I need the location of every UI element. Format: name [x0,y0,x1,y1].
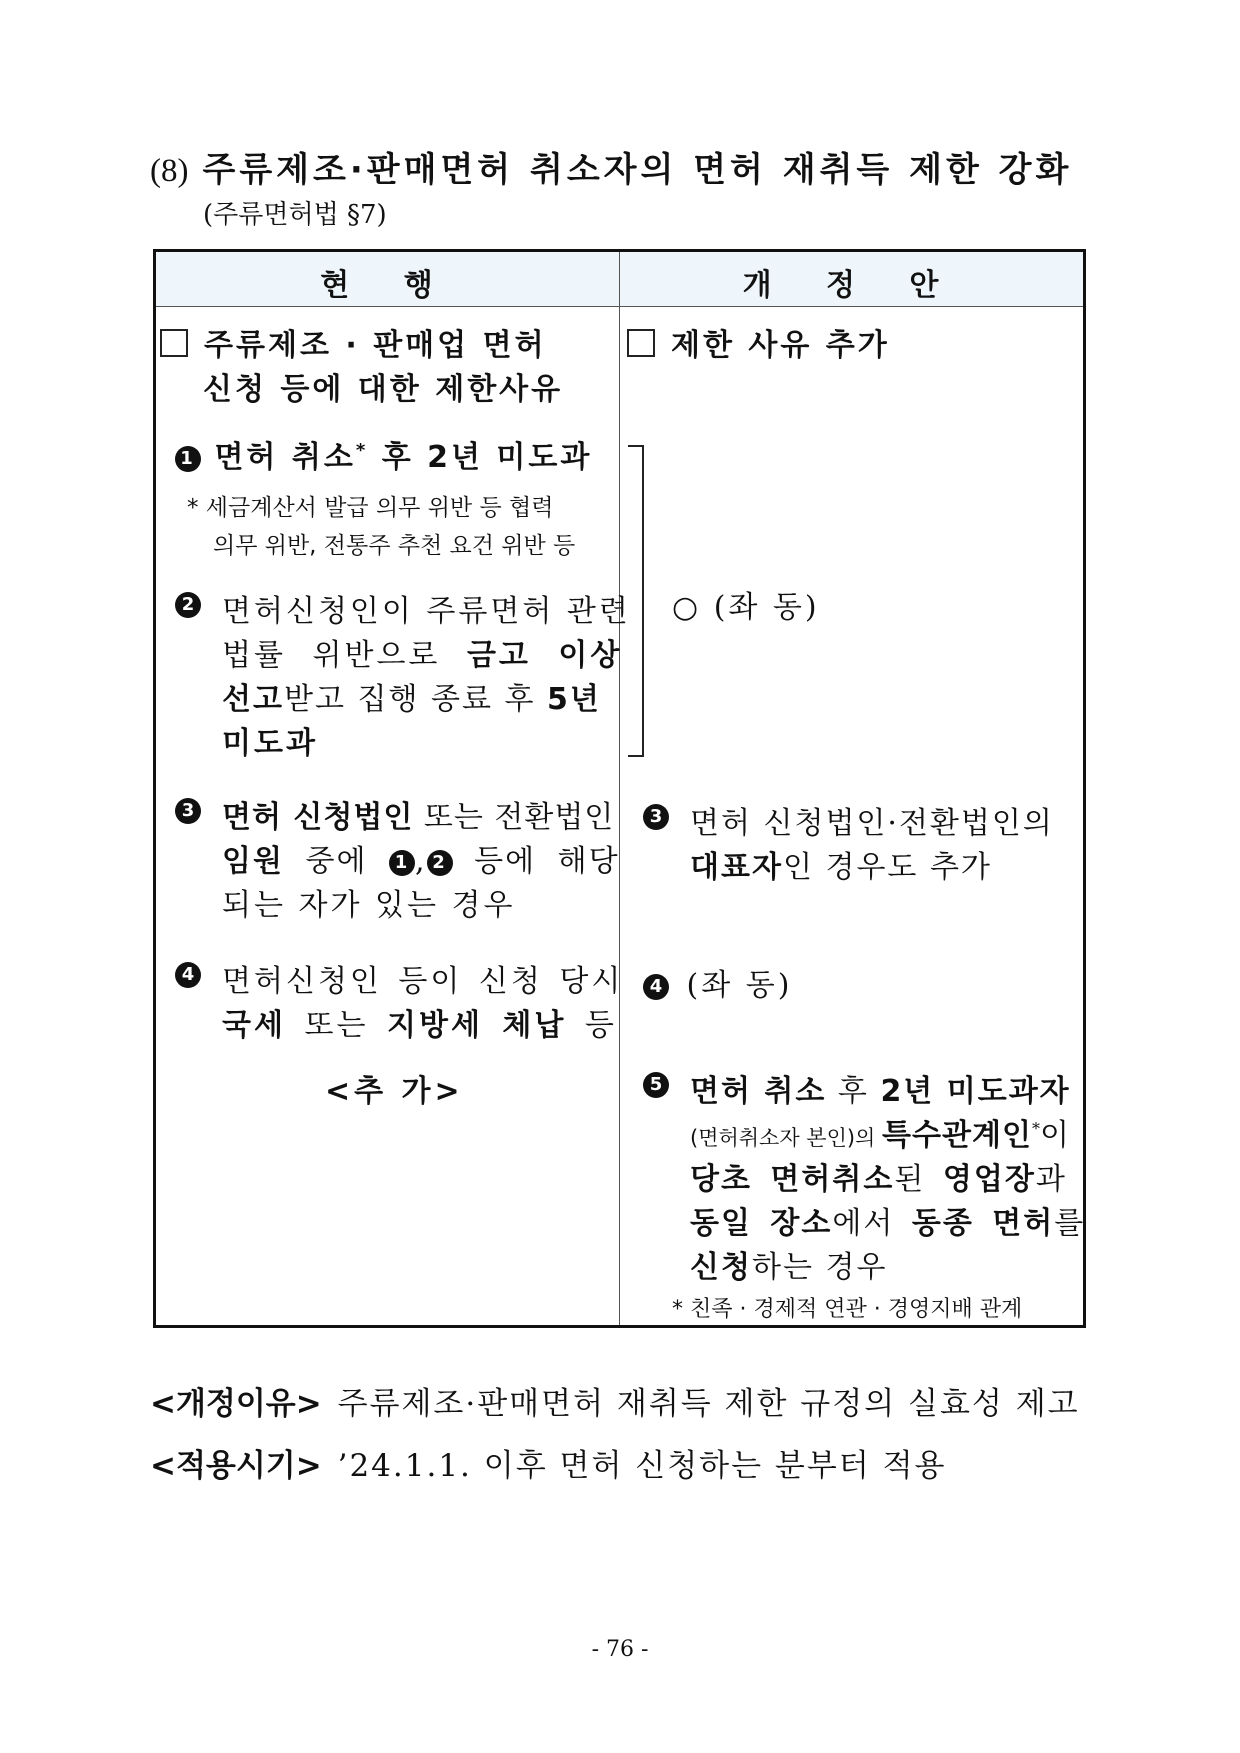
current-item-2 [175,586,201,621]
checkbox-icon [627,329,655,357]
item2-l3c: 5년 [546,682,601,717]
proposed-item5-line2 [690,1110,1069,1154]
current-heading [160,320,547,364]
current-item3-line3: 되는 자가 있는 경우 [222,888,516,923]
section-number: (8) [150,153,189,189]
item5-l2b: 특수관계인 [882,1118,1032,1153]
proposed-item-5 [643,1066,669,1101]
item5-l3b: 된 [894,1162,943,1197]
item5-l5a: 신청 [690,1250,752,1285]
proposed-item5-line4 [690,1198,1085,1242]
item5-l1a: 면허 취소 [690,1074,827,1109]
item3-l2a: 임원 [222,844,284,879]
section-title-text: 주류제조·판매면허 취소자의 면허 재취득 제한 강화 [202,150,1073,190]
current-item4-line2 [222,1000,617,1044]
bracket [628,445,644,757]
current-note-2: 의무 위반, 전통주 추천 요건 위반 등 [213,533,576,559]
current-note-1: * 세금계산서 발급 의무 위반 등 협력 [187,495,554,521]
item5-l2a: (면허취소자 본인)의 [690,1126,883,1150]
item2-l3b: 받고 집행 종료 후 [283,682,547,717]
item1-star: * [355,440,369,461]
marker-2-inline-icon: 2 [427,850,453,876]
marker-2-icon: 2 [175,592,201,618]
item5-l3a: 당초 면허취소 [690,1162,895,1197]
current-item2-line2 [222,630,622,674]
item1-suffix: 후 2년 미도과 [368,440,593,475]
current-item4-line1: 면허신청인 등이 신청 당시 [222,964,624,999]
marker-4-icon: 4 [643,974,669,1000]
column-divider [619,252,620,1325]
item5-l5b: 하는 경우 [751,1250,888,1285]
proposed-item3-line2 [690,842,992,886]
item5-l4a: 동일 장소 [690,1206,833,1241]
item5-l4d: 를 [1054,1206,1086,1241]
effective-row [150,1440,946,1485]
item3-l1b: 또는 전환법인 [413,800,615,835]
page-number: - 76 - [591,1637,649,1662]
item4-l2b: 또는 [285,1008,388,1043]
current-item2-line4: 미도과 [222,726,318,761]
item4-l2a: 국세 [222,1008,286,1043]
proposed-heading [627,320,890,364]
proposed-item3-l2a: 대표자 [690,850,783,885]
current-item2-line3 [222,674,601,718]
item3-l2b: 중에 [283,844,390,879]
reason-label: <개정이유> [150,1386,322,1422]
marker-3-icon: 3 [175,798,201,824]
item4-l2c: 지방세 체납 [387,1008,567,1043]
proposed-same-1-2: ○ (좌 동) [672,590,820,625]
item5-l4b: 에서 [832,1206,912,1241]
header-proposed: 개 정 안 [742,268,961,303]
current-heading-line2: 신청 등에 대한 제한사유 [203,372,564,407]
current-item-1 [175,432,592,476]
proposed-note-5: * 친족 · 경제적 연관 · 경영지배 관계 [672,1297,1023,1322]
proposed-item3-line1: 면허 신청법인·전환법인의 [690,806,1054,841]
current-added: <추 가> [325,1074,464,1109]
proposed-item4-text: (좌 동) [686,968,793,1003]
current-heading-line1: 주류제조 · 판매업 면허 [204,328,547,363]
reason-text: 주류제조·판매면허 재취득 제한 규정의 실효성 제고 [337,1386,1080,1422]
proposed-item-3 [643,798,669,833]
current-item-4 [175,956,201,991]
effective-text: ’24.1.1. 이후 면허 신청하는 분부터 적용 [337,1448,947,1484]
current-item3-line1 [222,792,614,836]
marker-1-icon: 1 [175,446,201,472]
proposed-item3-l2b: 인 경우도 추가 [782,850,992,885]
reason-row [150,1378,1080,1423]
item5-l1b: 후 [826,1074,881,1109]
item2-l3a: 선고 [222,682,284,717]
checkbox-icon [160,329,188,357]
current-item3-line2 [222,836,620,880]
marker-5-icon: 5 [643,1072,669,1098]
item5-l4c: 동종 면허 [911,1206,1055,1241]
item5-l2d: 이 [1039,1118,1069,1153]
marker-1-inline-icon: 1 [389,850,415,876]
item5-l3d: 과 [1035,1162,1067,1197]
proposed-item5-line3 [690,1154,1067,1198]
item1-prefix: 면허 취소 [214,440,356,475]
section-title [150,142,1072,191]
item5-l1c: 2년 미도과자 [880,1074,1071,1109]
current-item-3 [175,792,201,827]
current-item2-line1: 면허신청인이 주류면허 관련 [222,594,631,629]
item4-l2d: 등 [566,1008,617,1043]
marker-4-icon: 4 [175,962,201,988]
item2-l2a: 법률 위반으로 [222,638,467,673]
item5-l3c: 영업장 [942,1162,1036,1197]
item2-l2b: 금고 이상 [466,638,623,673]
item3-l2d: 등에 해당 [452,844,620,879]
item3-l2c: , [415,844,427,879]
effective-label: <적용시기> [150,1448,322,1484]
proposed-item5-line5 [690,1242,887,1286]
section-subtitle: (주류면허법 §7) [203,200,387,230]
item5-l2c: * [1031,1119,1040,1138]
header-current: 현 행 [320,268,455,303]
proposed-item5-line1 [690,1066,1071,1110]
proposed-heading-text: 제한 사유 추가 [671,328,890,363]
proposed-item-4 [643,960,792,1004]
marker-3-icon: 3 [643,804,669,830]
item3-l1a: 면허 신청법인 [222,800,414,835]
